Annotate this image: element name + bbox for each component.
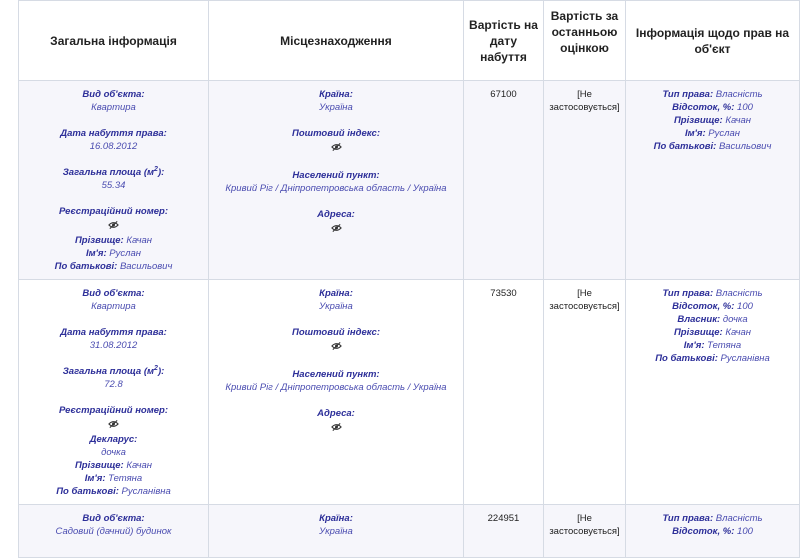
header-cost-last-valuation: Вартість за останньою оцінкою — [544, 1, 626, 81]
label-patronymic: По батькові: — [653, 141, 717, 152]
eye-hidden-icon — [108, 220, 119, 230]
value-locality: Кривий Ріг / Дніпропетровська область / Україна — [225, 382, 447, 393]
value-name: Руслан — [109, 248, 142, 259]
table-row — [19, 280, 800, 505]
label-registration-number: Реєстраційний номер: — [58, 405, 169, 416]
label-locality: Населений пункт: — [292, 369, 380, 380]
label-declarant: Декларус: — [89, 434, 138, 445]
value-country: Україна — [319, 526, 353, 537]
rights-cell — [626, 505, 800, 558]
label-percent: Відсоток, %: — [672, 301, 735, 312]
value-surname: Качан — [725, 327, 752, 338]
value-locality: Кривий Ріг / Дніпропетровська область / Україна — [225, 183, 447, 194]
value-declarant: дочка — [101, 447, 126, 458]
value-right-type: Власність — [715, 513, 763, 524]
label-name: Ім'я: — [683, 340, 705, 351]
value-percent: 100 — [737, 526, 753, 537]
table-row — [19, 505, 800, 558]
eye-hidden-icon — [331, 341, 342, 351]
cost-acquisition-cell: 224951 — [464, 505, 544, 558]
value-right-type: Власність — [715, 89, 763, 100]
value-name: Тетяна — [707, 340, 742, 351]
value-percent: 100 — [737, 301, 753, 312]
value-object-type: Квартира — [91, 102, 136, 113]
label-right-type: Тип права: — [662, 89, 714, 100]
table-header-row — [19, 1, 800, 81]
general-info-cell — [19, 505, 209, 558]
general-info-cell — [19, 280, 209, 505]
label-total-area: Загальна площа $(м^2)$: — [62, 364, 165, 377]
value-acquisition-date: 16.08.2012 — [89, 141, 138, 152]
value-name: Тетяна — [108, 473, 143, 484]
eye-hidden-icon — [331, 223, 342, 233]
label-surname: Прізвище: — [673, 327, 723, 338]
value-total-area: 55.34 — [101, 180, 126, 191]
location-cell — [209, 505, 464, 558]
label-country: Країна: — [319, 513, 353, 524]
location-cell — [209, 81, 464, 280]
value-name: Руслан — [708, 128, 741, 139]
value-total-area: 72.8 — [104, 379, 123, 390]
label-address: Адреса: — [317, 209, 355, 220]
label-name: Ім'я: — [85, 248, 107, 259]
value-patronymic: Васильович — [119, 261, 173, 272]
label-patronymic: По батькові: — [56, 486, 119, 497]
value-country: Україна — [319, 102, 353, 113]
label-patronymic: По батькові: — [54, 261, 118, 272]
label-name: Ім'я: — [84, 473, 106, 484]
rights-cell — [626, 280, 800, 505]
value-patronymic: Русланівна — [121, 486, 171, 497]
rights-cell — [626, 81, 800, 280]
label-locality: Населений пункт: — [292, 170, 380, 181]
label-address: Адреса: — [317, 408, 355, 419]
label-surname: Прізвище: — [74, 460, 124, 471]
label-postcode: Поштовий індекс: — [292, 128, 380, 139]
location-cell — [209, 280, 464, 505]
general-info-cell — [19, 81, 209, 280]
label-owner: Власник: — [677, 314, 721, 325]
label-acquisition-date: Дата набуття права: — [60, 327, 167, 338]
cost-acquisition-cell: 73530 — [464, 280, 544, 505]
label-right-type: Тип права: — [662, 288, 714, 299]
label-total-area: Загальна площа $(м^2)$: — [62, 165, 165, 178]
value-object-type: Садовий (дачний) будинок — [55, 526, 172, 537]
label-postcode: Поштовий індекс: — [292, 327, 380, 338]
eye-hidden-icon — [331, 142, 342, 152]
label-surname: Прізвище: — [74, 235, 124, 246]
label-right-type: Тип права: — [662, 513, 714, 524]
label-object-type: Вид об'єкта: — [82, 288, 145, 299]
value-surname: Качан — [725, 115, 752, 126]
cost-acquisition-cell: 67100 — [464, 81, 544, 280]
label-object-type: Вид об'єкта: — [82, 89, 145, 100]
value-surname: Качан — [126, 460, 153, 471]
header-cost-acquisition: Вартість на дату набуття — [464, 1, 544, 81]
value-patronymic: Русланівна — [720, 353, 770, 364]
header-general-info: Загальна інформація — [19, 1, 209, 81]
value-acquisition-date: 31.08.2012 — [89, 340, 138, 351]
label-percent: Відсоток, %: — [672, 526, 735, 537]
cost-last-valuation-cell: [Не застосовується] — [544, 280, 626, 505]
cost-last-valuation-cell: [Не застосовується] — [544, 505, 626, 558]
header-rights-info: Інформація щодо прав на об'єкт — [626, 1, 800, 81]
value-owner: дочка — [722, 314, 748, 325]
table-row — [19, 81, 800, 280]
value-country: Україна — [319, 301, 353, 312]
label-name: Ім'я: — [684, 128, 706, 139]
label-patronymic: По батькові: — [655, 353, 718, 364]
label-object-type: Вид об'єкта: — [82, 513, 145, 524]
label-country: Країна: — [319, 89, 353, 100]
value-patronymic: Васильович — [718, 141, 772, 152]
label-surname: Прізвище: — [673, 115, 723, 126]
cost-last-valuation-cell: [Не застосовується] — [544, 81, 626, 280]
label-country: Країна: — [319, 288, 353, 299]
value-percent: 100 — [737, 102, 753, 113]
property-table — [18, 0, 800, 558]
value-right-type: Власність — [715, 288, 763, 299]
eye-hidden-icon — [331, 422, 342, 432]
eye-hidden-icon — [108, 419, 119, 429]
label-percent: Відсоток, %: — [672, 102, 735, 113]
value-surname: Качан — [126, 235, 153, 246]
label-acquisition-date: Дата набуття права: — [60, 128, 167, 139]
value-object-type: Квартира — [91, 301, 136, 312]
label-registration-number: Реєстраційний номер: — [58, 206, 169, 217]
header-location: Місцезнаходження — [209, 1, 464, 81]
